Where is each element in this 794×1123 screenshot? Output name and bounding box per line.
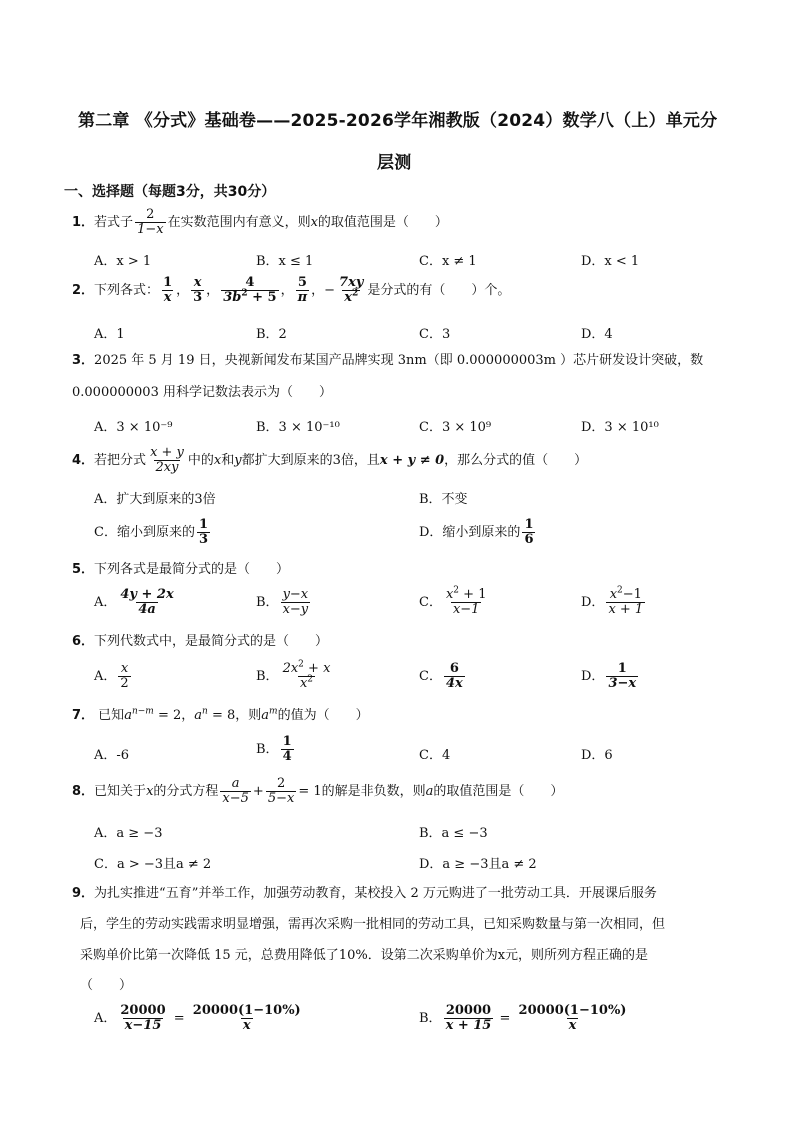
page-title: 第二章 《分式》基础卷——2025-2026学年湘教版（2024）数学八（上）单元分 [78,111,718,131]
question-9-line1: 9．为扎实推进“五育”并举工作，加强劳动教育，某校投入 2 万元购进了一批劳动工具．开展课后服务 [72,886,657,901]
q4-option-d[interactable]: D．缩小到原来的 $\frac{1}{6}$ [419,517,534,547]
q5-option-d[interactable]: D． $\frac{x^2-1}{x + 1}$ [581,585,644,617]
q3-option-d[interactable]: D．3 × 10¹⁰ [581,420,659,435]
question-9-line3: 采购单价比第一次降低 15 元，总费用降低了10%．设第二次采购单价为x元，则所列方程正确的是 [80,948,649,963]
q4-option-a[interactable]: A．扩大到原来的3倍 [94,492,216,507]
q4-option-c[interactable]: C．缩小到原来的 $\frac{1}{3}$ [94,517,208,547]
section-heading: 一、选择题（每题3分，共30分） [64,184,276,200]
question-9-line4: （ ） [80,978,133,993]
q2-option-b[interactable]: B．2 [256,327,287,342]
q9-option-b[interactable]: B． $\frac{20000}{x + 15}$ = $\frac{20000(1-10\%)}{x}$ [419,1003,627,1033]
q7-option-d[interactable]: D．6 [581,748,613,763]
q6-option-d[interactable]: D． $\frac{1}{3-x}$ [581,661,637,691]
q9-option-a[interactable]: A． $\frac{20000}{x-15}$ = $\frac{20000(1-10\%)}{x}$ [94,1003,301,1033]
q2-option-d[interactable]: D．4 [581,327,613,342]
q5-option-a[interactable]: A． $\frac{4y + 2x}{4a}$ [94,587,174,617]
question-9-line2: 后，学生的劳动实践需求明显增强，需再次采购一批相同的劳动工具，已知采购数量与第一次相同，但 [80,917,666,932]
q6-option-b[interactable]: B． $\frac{2x^2 + x}{x^2}$ [256,659,331,691]
q5-option-c[interactable]: C． $\frac{x^2 + 1}{x-1}$ [419,585,487,617]
question-4: 4．若把分式 $\frac{x + y}{2xy}$ 中的x和y都扩大到原来的3倍，且x + y ≠ 0，那么分式的值（ ） [72,445,588,475]
q1-option-c[interactable]: C．x ≠ 1 [419,254,477,269]
q8-option-d[interactable]: D．a ≥ −3且a ≠ 2 [419,857,537,872]
q2-option-c[interactable]: C．3 [419,327,451,342]
q3-option-b[interactable]: B．3 × 10⁻¹⁰ [256,420,340,435]
question-3-line2: 0.000000003 用科学记数法表示为（ ） [72,385,332,400]
q6-option-a[interactable]: A． $\frac{x}{2}$ [94,661,129,691]
q1-option-b[interactable]: B．x ≤ 1 [256,254,314,269]
question-7: 7． 已知$a^{n-m} = 2$，$a^n = 8$，则$a^m$的值为（ ） [72,706,369,723]
q8-option-b[interactable]: B．a ≤ −3 [419,826,488,841]
q2-option-a[interactable]: A．1 [94,327,125,342]
q7-option-c[interactable]: C．4 [419,748,451,763]
question-5: 5．下列各式是最简分式的是（ ） [72,562,290,577]
q8-option-a[interactable]: A．a ≥ −3 [94,826,163,841]
question-1: 1．若式子 $\frac{2}{1-x}$ 在实数范围内有意义，则x的取值范围是（ ） [72,207,448,237]
q7-option-a[interactable]: A．-6 [94,748,130,763]
q1-option-a[interactable]: A．x > 1 [94,254,152,269]
q5-option-b[interactable]: B． $\frac{y-x}{x-y}$ [256,587,309,617]
q4-option-b[interactable]: B．不变 [419,492,468,507]
question-3-line1: 3．2025 年 5 月 19 日，央视新闻发布某国产品牌实现 3nm（即 0.000000003m ）芯片研发设计突破，数 [72,353,704,368]
q3-option-c[interactable]: C．3 × 10⁹ [419,420,492,435]
page-title-cont: 层测 [377,153,412,173]
question-6: 6．下列代数式中，是最简分式的是（ ） [72,634,329,649]
question-2: 2．下列各式： $\frac{1}{x}$ ， $\frac{x}{3}$ ， $\frac{4}{3b^2 + 5}$ ， $\frac{5}{\pi}$ ，− $\frac{7xy}{x^2}$ 是分式的有（ ）个。 [72,275,511,305]
question-8: 8．已知关于x的分式方程 $\frac{a}{x-5}$ + $\frac{2}{5-x}$ = 1的解是非负数，则a的取值范围是（ ） [72,776,564,806]
q7-option-b[interactable]: B． $\frac{1}{4}$ [256,734,292,764]
q8-option-c[interactable]: C．a > −3且a ≠ 2 [94,857,212,872]
q3-option-a[interactable]: A．3 × 10⁻⁹ [94,420,173,435]
q6-option-c[interactable]: C． $\frac{6}{4x}$ [419,661,463,691]
q1-option-d[interactable]: D．x < 1 [581,254,640,269]
